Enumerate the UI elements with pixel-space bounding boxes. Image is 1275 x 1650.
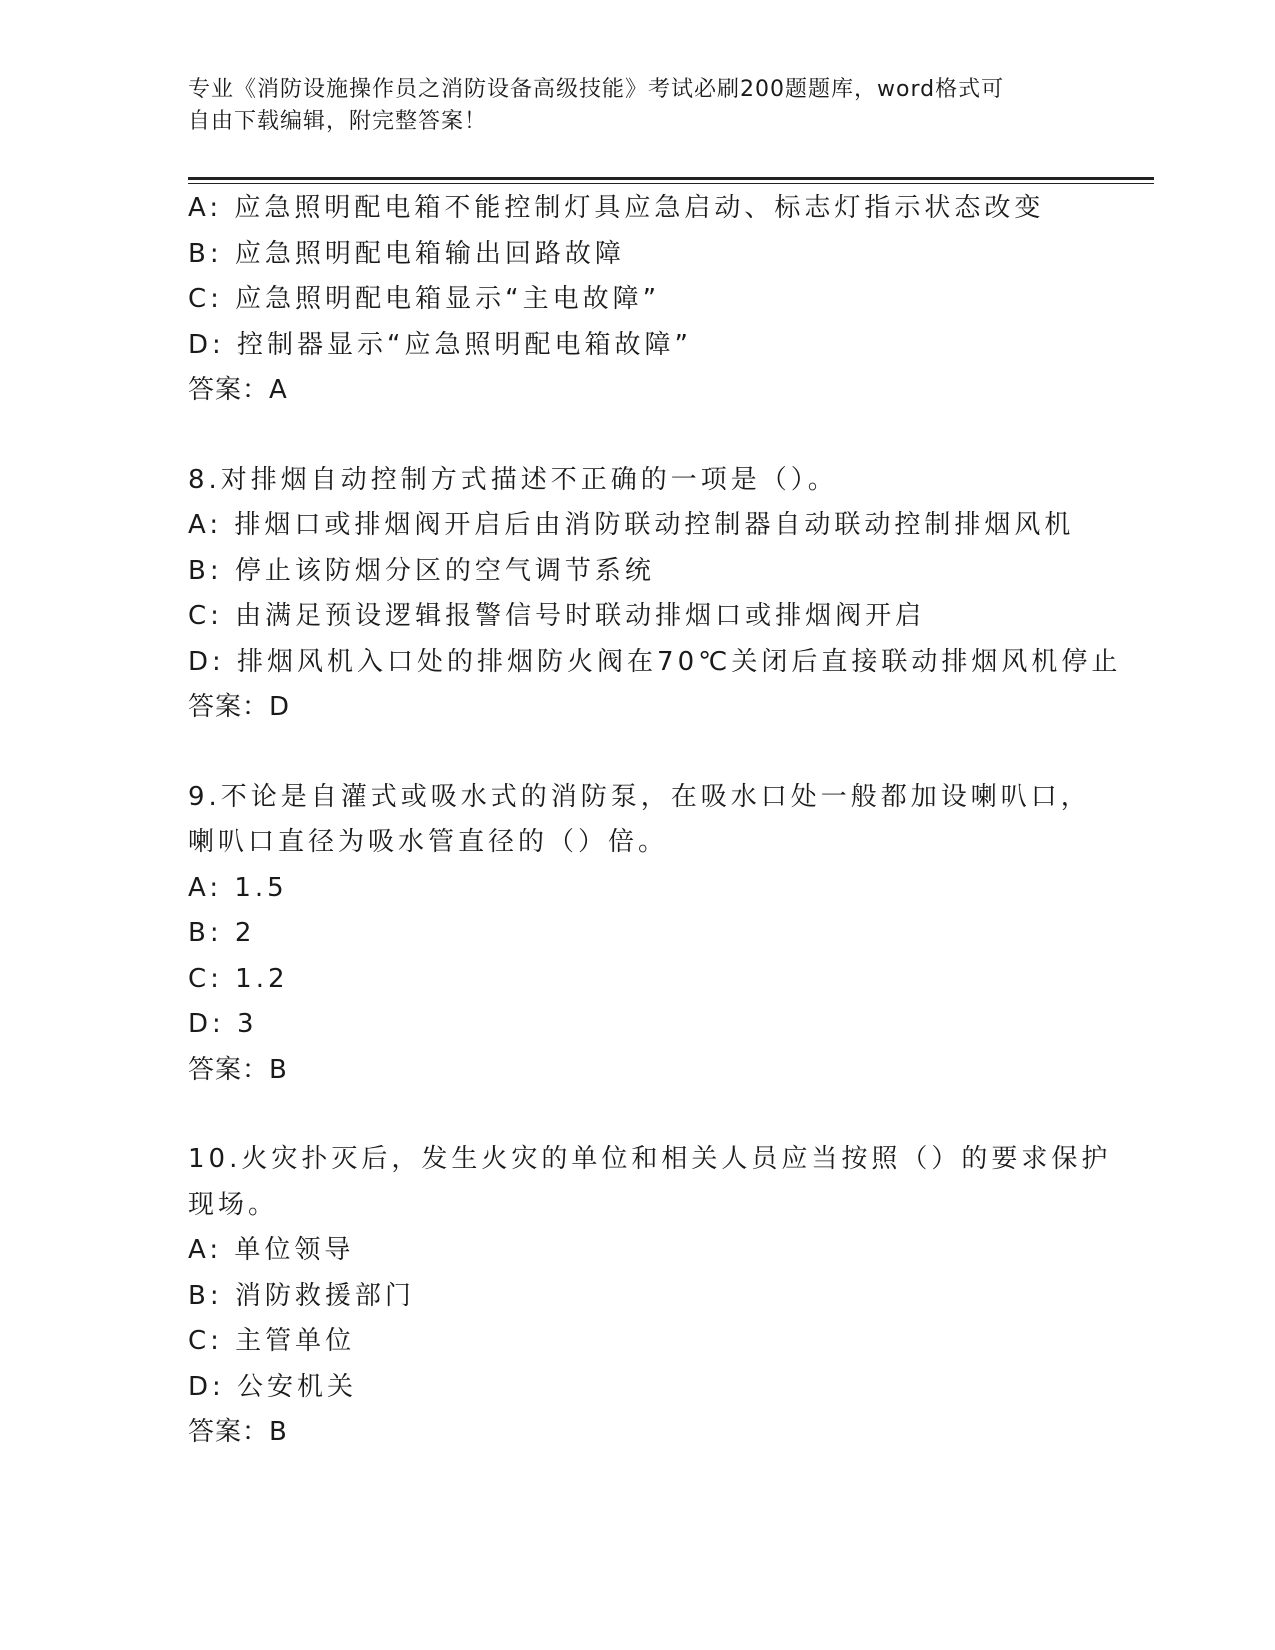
option-a: A: 应急照明配电箱不能控制灯具应急启动、标志灯指示状态改变 (188, 193, 1045, 223)
option-a: A: 1.5 (188, 872, 288, 903)
option-d: D: 控制器显示“应急照明配电箱故障” (188, 329, 692, 360)
option-a: A: 排烟口或排烟阀开启后由消防联动控制器自动联动控制排烟风机 (188, 510, 1075, 540)
option-d: D: 3 (188, 1009, 258, 1039)
answer: 答案：D (188, 692, 291, 722)
spacer (188, 1093, 1154, 1137)
question-7 (188, 186, 1154, 414)
option-b: B: 应急照明配电箱输出回路故障 (188, 238, 625, 269)
option-b: B: 停止该防烟分区的空气调节系统 (188, 555, 655, 586)
option-c: C: 应急照明配电箱显示“主电故障” (188, 284, 661, 314)
option-d: D: 公安机关 (188, 1371, 358, 1402)
question-list (188, 186, 1154, 1456)
question-stem: 9.不论是自灌式或吸水式的消防泵，在吸水口处一般都加设喇叭口， (188, 781, 1091, 812)
header-divider-thick (188, 177, 1154, 180)
question-10 (188, 1137, 1154, 1456)
question-8 (188, 458, 1154, 731)
answer: 答案：B (188, 1054, 288, 1085)
answer: 答案：A (188, 375, 288, 405)
question-9 (188, 775, 1154, 1094)
header-line-1: 专业《消防设施操作员之消防设备高级技能》考试必刷200题题库，word格式可 (188, 77, 1005, 102)
header-divider-thin (188, 183, 1154, 184)
document-header (188, 74, 1068, 138)
question-stem: 8.对排烟自动控制方式描述不正确的一项是（）。 (188, 464, 838, 495)
spacer (188, 414, 1154, 458)
option-d: D: 排烟风机入口处的排烟防火阀在70℃关闭后直接联动排烟风机停止 (188, 646, 1122, 677)
option-b: B: 2 (188, 918, 256, 948)
question-stem: 10.火灾扑灭后，发生火灾的单位和相关人员应当按照（）的要求保护 (188, 1144, 1112, 1174)
spacer (188, 731, 1154, 775)
option-c: C: 由满足预设逻辑报警信号时联动排烟口或排烟阀开启 (188, 601, 926, 631)
header-line-2: 自由下载编辑，附完整答案！ (188, 109, 488, 134)
question-stem-cont: 喇叭口直径为吸水管直径的（）倍。 (188, 827, 669, 857)
option-c: C: 1.2 (188, 963, 289, 994)
option-b: B: 消防救援部门 (188, 1280, 415, 1311)
question-stem-cont: 现场。 (188, 1189, 279, 1220)
option-c: C: 主管单位 (188, 1326, 356, 1356)
option-a: A: 单位领导 (188, 1235, 355, 1265)
answer: 答案：B (188, 1417, 288, 1447)
